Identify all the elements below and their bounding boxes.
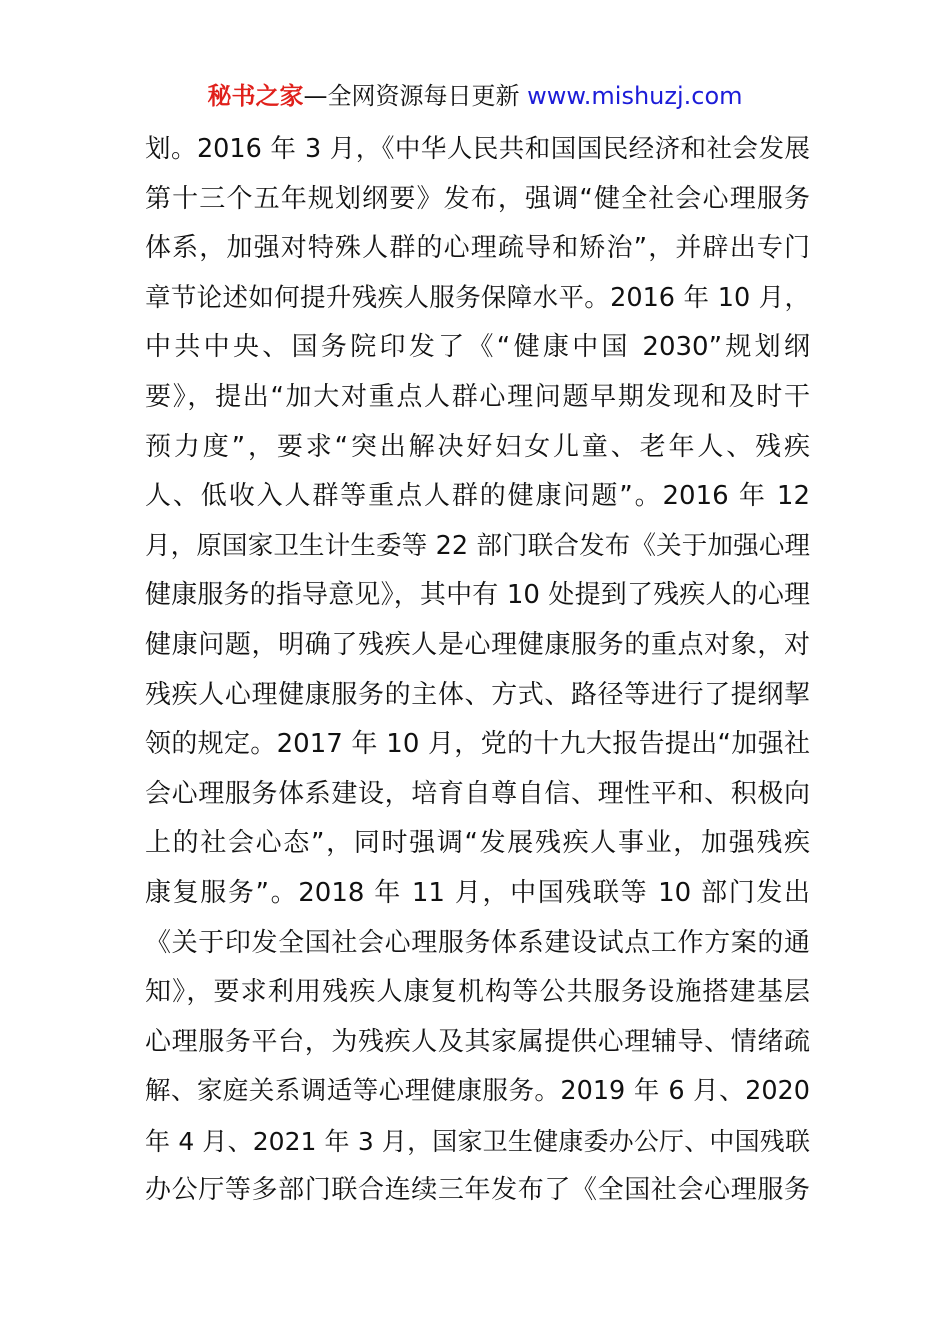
text-line: 第十三个五年规划纲要》发布，强调“健全社会心理服务 bbox=[145, 183, 810, 214]
text-line: 预力度”，要求“突出解决好妇女儿童、老年人、残疾 bbox=[145, 431, 810, 462]
site-url-link[interactable]: www.mishuzj.com bbox=[527, 82, 743, 110]
page-header bbox=[0, 78, 950, 114]
text-line: 健康问题，明确了残疾人是心理健康服务的重点对象，对 bbox=[145, 629, 810, 660]
text-line: 领的规定。2017 年 10 月，党的十九大报告提出“加强社 bbox=[145, 729, 810, 760]
header-tagline: —全网资源每日更新 bbox=[303, 82, 520, 110]
text-line: 划。2016 年 3 月，《中华人民共和国国民经济和社会发展 bbox=[145, 134, 810, 164]
brand-name: 秘书之家 bbox=[207, 82, 304, 110]
text-line: 中共中央、国务院印发了《“健康中国 2030”规划纲 bbox=[145, 332, 810, 363]
text-line: 残疾人心理健康服务的主体、方式、路径等进行了提纲挈 bbox=[145, 679, 810, 710]
text-line: 年 4 月、2021 年 3 月，国家卫生健康委办公厅、中国残联 bbox=[145, 1126, 810, 1156]
text-line: 会心理服务体系建设，培育自尊自信、理性平和、积极向 bbox=[145, 778, 810, 809]
text-line: 健康服务的指导意见》，其中有 10 处提到了残疾人的心理 bbox=[145, 580, 810, 611]
text-line: 心理服务平台，为残疾人及其家属提供心理辅导、情绪疏 bbox=[145, 1026, 810, 1057]
text-line: 知》，要求利用残疾人康复机构等公共服务设施搭建基层 bbox=[145, 977, 810, 1008]
text-line: 办公厅等多部门联合连续三年发布了《全国社会心理服务 bbox=[145, 1175, 810, 1206]
text-line: 要》，提出“加大对重点人群心理问题早期发现和及时干 bbox=[145, 381, 810, 412]
text-line: 月，原国家卫生计生委等 22 部门联合发布《关于加强心理 bbox=[145, 530, 810, 561]
document-body bbox=[145, 125, 810, 1216]
text-line: 《关于印发全国社会心理服务体系建设试点工作方案的通 bbox=[145, 927, 810, 958]
text-line: 解、家庭关系调适等心理健康服务。2019 年 6 月、2020 bbox=[145, 1076, 810, 1107]
text-line: 章节论述如何提升残疾人服务保障水平。2016 年 10 月， bbox=[145, 282, 810, 313]
text-line: 体系，加强对特殊人群的心理疏导和矫治”，并辟出专门 bbox=[145, 233, 810, 264]
text-line: 康复服务”。2018 年 11 月，中国残联等 10 部门发出 bbox=[145, 877, 810, 908]
text-line: 人、低收入人群等重点人群的健康问题”。2016 年 12 bbox=[145, 481, 810, 512]
text-line: 上的社会心态”，同时强调“发展残疾人事业，加强残疾 bbox=[145, 828, 810, 859]
